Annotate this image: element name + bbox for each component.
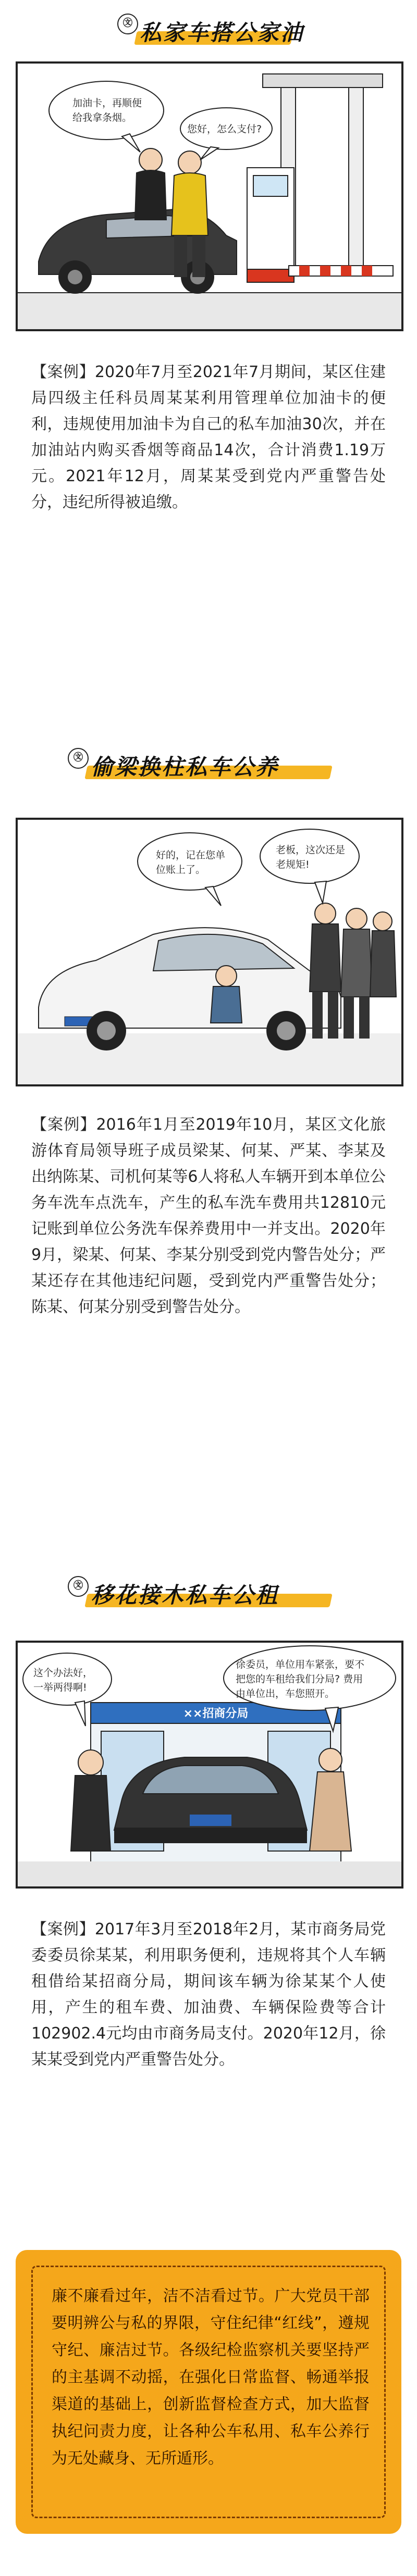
case-text-1: 【案例】2020年7月至2021年7月期间，某区住建局四级主任科员周某某利用管理单位加油卡的便利，违规使用加油卡为自己的私车加油30次，并在加油站内购买香烟等商品14次，合计消费1.19万元。2021年12月，周某某受到党内严重警告处分，违纪所得被追缴。 (31, 363, 386, 511)
car-rental-illustration (18, 1643, 401, 1886)
bubble-text: 一举两得啊! (33, 1682, 87, 1693)
badge-icon: ㉆ (68, 748, 89, 769)
case-text-3: 【案例】2017年3月至2018年2月，某市商务局党委委员徐某某，利用职务便利，违规将其个人车辆租借给某招商分局，期间该车辆为徐某某个人使用，产生的租车费、加油费、车辆保险费等合计102902.4元均由市商务局支付。2020年12月，徐某某受到党内严重警告处分。 (31, 1920, 386, 2069)
comic-panel-2 (16, 818, 403, 1086)
gas-station-illustration (18, 64, 401, 329)
badge-icon: ㉆ (117, 14, 138, 34)
bubble-text: 加油卡，再顺便 (72, 97, 142, 109)
section-title-2 (0, 745, 417, 786)
office-sign: ××招商分局 (183, 1707, 249, 1720)
section-title-3 (0, 1573, 417, 1615)
summary-text: 廉不廉看过年，洁不洁看过节。广大党员干部要明辨公与私的界限，守住纪律“红线”，遵规守纪、廉洁过节。各级纪检监察机关要坚持严的主基调不动摇，在强化日常监督、畅通举报渠道的基础上，创新监督检查方式，加大监督执纪问责力度，让各种公车私用、私车公养行为无处藏身、无所遁形。 (52, 2287, 370, 2468)
bubble-text: 把您的车租给我们分局? 费用 (236, 1673, 363, 1685)
case-text-2: 【案例】2016年1月至2019年10月，某区文化旅游体育局领导班子成员梁某、何某、严某、李某及出纳陈某、司机何某等6人将私人车辆开到本单位公务车洗车点洗车，产生的私车洗车费用共12810元记账到单位公务洗车保养费用中一并支出。2020年9月，梁某、何某、李某分别受到党内警告处分；严某还存在其他违纪问题，受到党内严重警告处分；陈某、何某分别受到警告处分。 (31, 1116, 386, 1316)
bubble-text: 给我拿条烟。 (72, 112, 132, 123)
summary-frame (31, 2266, 386, 2518)
comic-panel-3 (16, 1641, 403, 1889)
bubble-text: 这个办法好， (33, 1667, 93, 1679)
bubble-text: 老板，这次还是 (276, 844, 346, 856)
section-title-1 (0, 10, 417, 52)
car-wash-illustration (18, 820, 401, 1084)
comic-panel-1 (16, 61, 403, 331)
section-title-text: 偷梁换柱私车公养 (91, 754, 279, 780)
bubble-text: 由单位出，车您照开。 (236, 1688, 335, 1699)
bubble-text: 好的，记在您单 (156, 849, 226, 861)
bubble-text: 位账上了。 (156, 864, 206, 876)
bubble-text: 老规矩! (276, 859, 310, 870)
section-title-text: 移花接木私车公租 (91, 1582, 279, 1608)
bubble-text: 您好，怎么支付? (187, 123, 262, 135)
badge-icon: ㉆ (68, 1576, 89, 1597)
section-title-text: 私家车搭公家油 (140, 20, 304, 45)
summary-box (16, 2250, 401, 2534)
bubble-text: 徐委员，单位用车紧张，要不 (236, 1659, 365, 1670)
